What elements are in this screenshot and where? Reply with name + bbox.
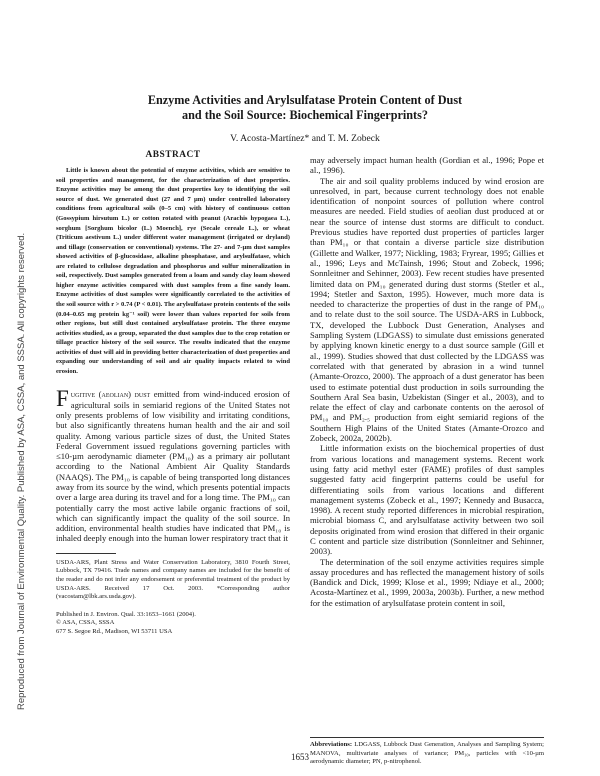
author-list: V. Acosta-Martínez* and T. M. Zobeck (230, 133, 380, 144)
intro-paragraph (56, 386, 290, 544)
left-column (56, 150, 290, 637)
introduction (56, 386, 290, 544)
drop-cap: F (56, 386, 69, 412)
footnote-rule (56, 553, 116, 554)
title-line-1: Enzyme Activities and Arylsulfatase Protein Content of Dust (147, 93, 463, 107)
intro-small-caps: ugitive (aeolian) dust (70, 389, 151, 400)
right-paragraph-2: The air and soil quality problems induced by wind erosion are unresolved, in part, because current technology does not enable identification of nonpoint sources of pollution where control measures are needed. Field studies of aeolian dust produced at or near the source of intense dust storms are difficult to conduct. Previous studies have reported dust properties of particles larger than PM₁₀ or that contain a diverse particle size distribution (Gillette and Walker, 1977; Nickling, 1983; Fryrear, 1995; Gillies et al., 1996; Leys and McTainsh, 1996; Stout and Zobeck, 1996; Sonnleitner and Sehinner, 2003). Few recent studies have presented limited data on PM₁₀ generated during dust storms (Stetler et al., 1994; Stetler and Saxton, 1995). However, much more data is needed to characterize the properties of dust in the range of PM₁₀ and to relate dust to the soil source. The USDA-ARS in Lubbock, TX, developed the Lubbock Dust Generation, Analyses and Sampling System (LDGASS) to simulate dust emissions generated by applying known kinetic energy to a dust source sample (Gill et al., 1999). Studies showed that dust collected by the LDGASS was correlated with that generated by abrasion in a wind tunnel (Amante-Orozco, 2000). The approach of a dust generator has been used to estimate potential dust production in soils surrounding the Southern Aral Sea basin, Uzbekistan (Singer et al., 2003), and to relate the effect of clay and carbonate contents on the aerosol of PM₁₀ and PM₂.₅ production from eight semiarid regions of the Southern High Plains of the United States (Amante-Orozco and Zobeck, 2002a, 2002b). (310, 175, 544, 444)
copyright-sidebar (16, 60, 30, 710)
pub-citation: Published in J. Environ. Qual. 33:1653–1661 (2004). (56, 610, 196, 618)
right-paragraph-3: Little information exists on the biochemical properties of dust from various locations and management systems. Recent work using fatty acid methyl ester (FAME) profiles of dust samples suggested fatty acid fingerprint patterns could be useful for differentiating soils from various locations and different management systems (Zobeck et al., 1997; Kennedy and Busacca, 1998). A recent study reported differences in microbial respiration, microbial biomass C, and arylsulfatase activity between two soil deposits originated from wind erosion that differed in their organic C content and particle size distribution (Sonnleitner and Sehinner, 2003). (310, 443, 544, 557)
intro-text: emitted from wind-induced erosion of agricultural soils in semiarid regions of the United States not only presents problems of low visibility and irritating conditions, but also significantly threatens human health and the air and soil quality. Among various particle sizes of dust, the United States Federal Government issued regulations governing particles with ≤10-µm aerodynamic diameter (PM₁₀) as a primary air pollutant according to the National Ambient Air Quality Standards (NAAQS). The PM₁₀ is capable of being transported long distances away from its source by the wind, which presents potential impacts over a large area during its travel and for a long time. The PM₁₀ can potentially carry the most active labile organic fractions of soil, which can significantly impact the quality of the soil source. In addition, environmental health studies have indicated that PM₁₀ is inhaled deeply enough into the human lower respiratory tract that it (56, 389, 290, 544)
right-column (310, 155, 544, 608)
abbreviations-text: LDGASS, Lubbock Dust Generation, Analyses and Sampling System; MANOVA, multivariate analyses of variance; PM₁₀, particles with <10-µm aerodynamic diameter; PN, p-nitrophenol. (310, 741, 544, 766)
pub-copyright: © ASA, CSSA, SSSA (56, 619, 115, 627)
affiliation-footnote: USDA-ARS, Plant Stress and Water Conservation Laboratory, 3810 Fourth Street, Lubbock, TX 79416. Trade names and company names are included for the benefit of the reader and do not infer any endorsement or preferential treatment of the product by USDA-ARS. Received 17 Oct. 2003. *Corresponding author (vacostam@lbk.ars.usda.gov). (56, 558, 290, 601)
abbreviations-label: Abbreviations: (310, 741, 353, 748)
copyright-sidebar-text: Reproduced from Journal of Environmental Quality. Published by ASA, CSSA, and SSSA. All copyrights reserved. (16, 232, 27, 710)
abstract-text: Little is known about the potential of enzyme activities, which are sensitive to soil properties and management, for the characterization of dust properties. Enzyme activities may be among the dust properties key to identifying the soil source of dust. We generated dust (27 and 7 µm) under controlled laboratory conditions from agricultural soils (0–5 cm) with history of continuous cotton (Gossypium hirsutum L.) or cotton rotated with peanut (Arachis hypogaea L.), sorghum [Sorghum bicolor (L.) Moench], rye (Secale cereale L.), or wheat (Triticum aestivum L.) under different water management (irrigated or dryland) and tillage (conservation or conventional) systems. The 27- and 7-µm dust samples showed activities of β-glucosidase, alkaline phosphatase, and arylsulfatase, which are related to cellulose degradation and phosphorus and sulfur mineralization in soil, respectively. Dust samples generated from a loam and sandy clay loam showed higher enzyme activities compared with dust samples from a fine sandy loam. Enzyme activities of dust samples were significantly correlated to the activities of the soil source with r > 0.74 (P < 0.01). The arylsulfatase protein contents of the soils (0.04–0.65 mg protein kg⁻¹ soil) were lower than values reported for soils from other regions, but still dust contained arylsulfatase protein. The three enzyme activities studied, as a group, separated the dust samples due to the crop rotation or tillage practice history of the soil source. The results indicated that the enzyme activities of dust will aid in providing better characterization of dust properties and expanding our understanding of soil and air quality impacts related to wind erosion. (56, 167, 290, 375)
page-number: 1653 (291, 752, 309, 762)
abstract-heading: ABSTRACT (145, 150, 201, 160)
right-paragraph-4: The determination of the soil enzyme activities requires simple assay procedures and has reflected the management history of soils (Bandick and Dick, 1999; Klose et al., 1999; Ndiaye et al., 2000; Acosta-Martínez et al., 1999, 2003a, 2003b). Further, a new method for the estimation of arylsulfatase protein content in soil, (310, 556, 544, 608)
paper-title (95, 93, 515, 123)
title-line-2: and the Soil Source: Biochemical Fingerprints? (182, 108, 428, 122)
publication-info (56, 611, 290, 637)
pub-address: 677 S. Segoe Rd., Madison, WI 53711 USA (56, 627, 173, 635)
right-paragraph-1: may adversely impact human health (Gordian et al., 1996; Pope et al., 1996). (310, 155, 544, 176)
